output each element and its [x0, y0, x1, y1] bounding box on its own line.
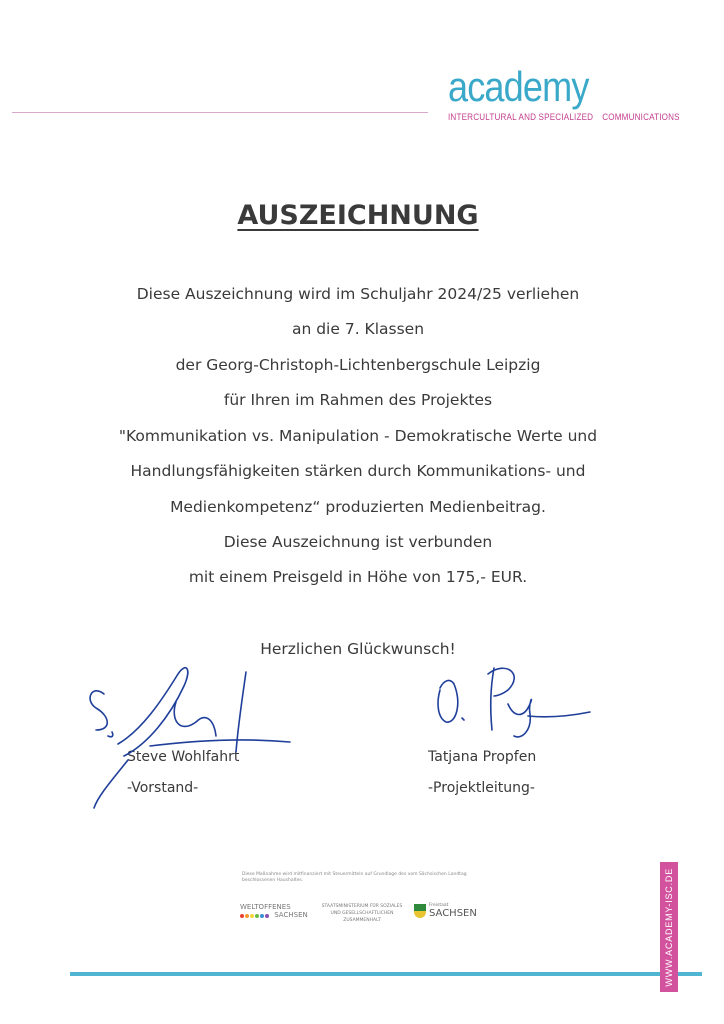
congratulations: Herzlichen Glückwunsch! — [260, 640, 456, 658]
ministry-line: STAATSMINISTERIUM FÜR SOZIALES — [321, 904, 403, 909]
logo-sub-left: INTERCULTURAL AND SPECIALIZED — [448, 112, 594, 122]
ministry-logo — [312, 904, 412, 924]
document-title: AUSZEICHNUNG — [237, 200, 479, 231]
body-line: mit einem Preisgeld in Höhe von 175,- EUR. — [188, 568, 528, 586]
signature-1-stroke — [236, 672, 246, 752]
academy-logo-subtitle — [448, 112, 680, 122]
website-side-banner — [660, 862, 678, 992]
logo-sub-right: COMMUNICATIONS — [602, 112, 680, 122]
body-line: für Ihren im Rahmen des Projektes — [223, 391, 493, 409]
signature-2-stroke — [528, 712, 590, 717]
body-line: Medienkompetenz“ produzierten Medienbeitrag. — [170, 498, 546, 516]
body-line: an die 7. Klassen — [291, 320, 425, 338]
body-line: Diese Auszeichnung ist verbunden — [223, 533, 493, 551]
weltoffenes-line1: WELTOFFENES — [240, 903, 291, 911]
body-line: Handlungsfähigkeiten stärken durch Kommunikations- und — [130, 462, 586, 480]
website-url: WWW.ACADEMY-ISC.DE — [664, 867, 674, 987]
signature-1-stroke — [108, 732, 113, 737]
footer-rule — [70, 972, 702, 976]
freistaat-label: Freistaat — [429, 903, 449, 908]
saxony-crest-icon — [414, 904, 426, 918]
freistaat-sachsen-logo — [414, 904, 477, 919]
signature-2-stroke — [491, 668, 494, 730]
sachsen-label: SACHSEN — [429, 907, 477, 919]
signatory-name-2: Tatjana Propfen — [428, 749, 537, 765]
body-line: "Kommunikation vs. Manipulation - Demokratische Werte und — [118, 427, 598, 445]
signature-1-stroke — [90, 691, 107, 730]
signature-1-stroke — [118, 668, 188, 756]
signature-2-stroke — [508, 699, 531, 736]
header-rule — [12, 112, 428, 113]
body-line: Diese Auszeichnung wird im Schuljahr 2024/25 verliehen — [136, 285, 580, 303]
weltoffenes-dots-icon — [240, 912, 309, 921]
signature-2-stroke — [462, 718, 464, 720]
ministry-line: UND GESELLSCHAFTLICHEN — [330, 910, 394, 916]
signatory-name-1: Steve Wohlfahrt — [127, 749, 240, 765]
weltoffenes-sachsen-logo — [240, 904, 309, 920]
ministry-line: ZUSAMMENHALT — [343, 917, 381, 923]
signature-1-stroke — [150, 740, 290, 746]
signature-2-stroke — [488, 668, 514, 696]
signatory-role-1: -Vorstand- — [127, 780, 199, 796]
body-line: der Georg-Christoph-Lichtenbergschule Leipzig — [175, 356, 541, 374]
signature-1-stroke — [174, 702, 216, 736]
signature-1-stroke — [94, 760, 128, 808]
funding-note: Diese Maßnahme wird mitfinanziert mit Steuermitteln auf Grundlage des vom Sächsischen Landtag beschlossenen Haushaltes. — [242, 872, 467, 884]
signatory-role-2: -Projektleitung- — [428, 780, 535, 796]
signature-2-stroke — [438, 681, 458, 723]
academy-logo-word: academy — [448, 63, 589, 110]
weltoffenes-line2: SACHSEN — [274, 910, 308, 919]
